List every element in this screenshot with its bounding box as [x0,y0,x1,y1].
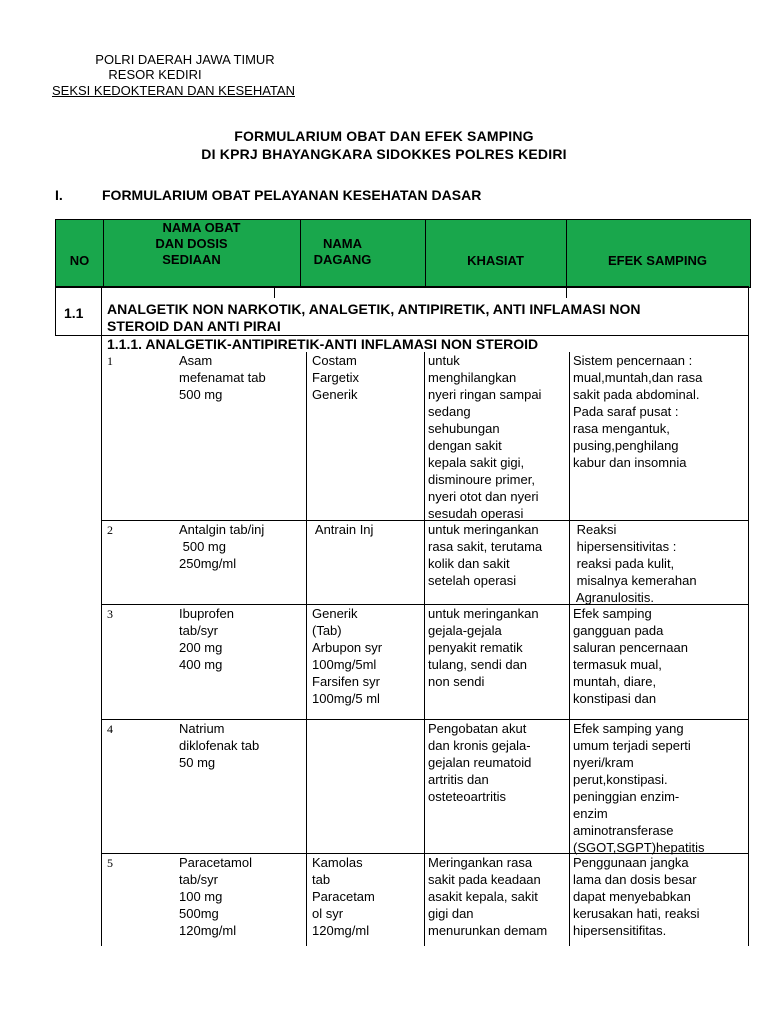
cell-khasiat-line: penyakit rematik [428,640,523,655]
cell-efek-line: Efek samping [573,606,652,621]
cell-khasiat-line: sesudah operasi [428,506,524,521]
cell-khasiat-line: gejalan reumatoid [428,755,532,770]
cell-obat-line: diklofenak tab [179,738,260,753]
cell-dagang-line: Kamolas [312,855,363,870]
header-efek-samping: EFEK SAMPING [608,253,707,268]
cell-efek-line: reaksi pada kulit, [573,556,675,571]
cell-efek-line: nyeri/kram [573,755,634,770]
cell-efek-line: umum terjadi seperti [573,738,691,753]
cell-obat-line: 120mg/ml [179,923,237,938]
cell-obat-line: 100 mg [179,889,223,904]
cell-khasiat-line: nyeri otot dan nyeri [428,489,539,504]
cell-efek-line: peninggian enzim- [573,789,680,804]
row-number: 4 [107,722,113,736]
cell-obat-line: tab/syr [179,623,219,638]
subcategory-title: 1.1.1. ANALGETIK-ANTIPIRETIK-ANTI INFLAMASI NON STEROID [107,336,539,352]
table-header [55,219,751,288]
cell-khasiat-line: non sendi [428,674,485,689]
header-nama-dagang: NAMA DAGANG [300,220,426,287]
cell-khasiat-line: Meringankan rasa [428,855,533,870]
row-number: 3 [107,607,113,621]
cell-khasiat-line: menurunkan demam [428,923,548,938]
cell-obat-line: 400 mg [179,657,223,672]
cell-efek-line: konstipasi dan [573,691,657,706]
cell-efek-line: Sistem pencernaan : [573,353,693,368]
cell-obat-line: tab/syr [179,872,219,887]
cell-efek-line: gangguan pada [573,623,664,638]
cell-efek-line: pusing,penghilang [573,438,679,453]
cell-dagang-line: ol syr [312,906,344,921]
cell-obat-line: 500mg [179,906,219,921]
cell-efek-line: kerusakan hati, reaksi [573,906,700,921]
cell-dagang-line: (Tab) [312,623,342,638]
org-line-2: RESOR KEDIRI [108,67,202,82]
cell-efek-line: kabur dan insomnia [573,455,687,470]
cell-obat-line: 50 mg [179,755,216,770]
cell-dagang-line: Generik [312,387,358,402]
cell-dagang-line: Antrain Inj [312,522,374,537]
header-nama-obat: NAMA OBAT DAN DOSIS SEDIAAN [103,220,301,287]
cell-efek-line: hipersensitivitas : [573,539,677,554]
row-number: 1 [107,354,113,368]
cell-efek-line: Efek samping yang [573,721,684,736]
cell-efek-line: aminotransferase [573,823,674,838]
header-khasiat: KHASIAT [425,220,567,287]
cell-khasiat-line: untuk meringankan [428,606,539,621]
cell-khasiat-line: sedang [428,404,471,419]
cell-dagang-line: 120mg/ml [312,923,370,938]
cell-khasiat-line: kolik dan sakit [428,556,510,571]
document-title-line-1: FORMULARIUM OBAT DAN EFEK SAMPING [234,128,534,144]
cell-khasiat-line: dan kronis gejala- [428,738,531,753]
cell-obat-line: mefenamat tab [179,370,266,385]
cell-khasiat-line: disminoure primer, [428,472,535,487]
cell-efek-line: hipersensitifitas. [573,923,667,938]
cell-dagang-line: Paracetam [312,889,375,904]
cell-efek-line: Pada saraf pusat : [573,404,679,419]
cell-dagang-line: Fargetix [312,370,359,385]
cell-khasiat-line: rasa sakit, terutama [428,539,543,554]
cell-efek-line: muntah, diare, [573,674,657,689]
header-no: NO [56,220,104,287]
cell-efek-line: termasuk mual, [573,657,662,672]
org-line-1: POLRI DAERAH JAWA TIMUR [95,52,275,67]
cell-efek-line: mual,muntah,dan rasa [573,370,703,385]
cell-khasiat-line: untuk [428,353,460,368]
cell-khasiat-line: kepala sakit gigi, [428,455,525,470]
cell-efek-line: misalnya kemerahan [573,573,697,588]
cell-obat-line: 250mg/ml [179,556,237,571]
cell-dagang-line: 100mg/5ml [312,657,377,672]
cell-efek-line: saluran pencernaan [573,640,688,655]
document-title-line-2: DI KPRJ BHAYANGKARA SIDOKKES POLRES KEDIRI [201,146,567,162]
org-line-3: SEKSI KEDOKTERAN DAN KESEHATAN [52,83,295,98]
cell-dagang-line: tab [312,872,331,887]
category-title-line-1: ANALGETIK NON NARKOTIK, ANALGETIK, ANTIPIRETIK, ANTI INFLAMASI NON [107,301,641,317]
cell-khasiat-line: asakit kepala, sakit [428,889,538,904]
cell-obat-line: Antalgin tab/inj [179,522,265,537]
cell-dagang-line: Generik [312,606,358,621]
cell-khasiat-line: gigi dan [428,906,474,921]
cell-khasiat-line: sakit pada keadaan [428,872,541,887]
cell-khasiat-line: untuk meringankan [428,522,539,537]
cell-khasiat-line: dengan sakit [428,438,502,453]
cell-efek-line: Penggunaan jangka [573,855,689,870]
cell-khasiat-line: osteteoartritis [428,789,507,804]
cell-efek-line: rasa mengantuk, [573,421,670,436]
section-number: I. [55,187,63,203]
cell-dagang-line: Arbupon syr [312,640,383,655]
row-number: 5 [107,856,113,870]
cell-khasiat-line: artritis dan [428,772,489,787]
category-number: 1.1 [64,305,84,321]
cell-efek-line: enzim [573,806,608,821]
cell-efek-line: Reaksi [573,522,617,537]
cell-obat-line: 500 mg [179,539,226,554]
cell-obat-line: 200 mg [179,640,223,655]
category-title-line-2: STEROID DAN ANTI PIRAI [107,318,281,334]
cell-obat-line: 500 mg [179,387,223,402]
cell-dagang-line: 100mg/5 ml [312,691,380,706]
cell-dagang-line: Costam [312,353,357,368]
cell-khasiat-line: setelah operasi [428,573,517,588]
row-number: 2 [107,523,113,537]
cell-dagang-line: Farsifen syr [312,674,380,689]
cell-obat-line: Asam [179,353,213,368]
cell-efek-line: perut,konstipasi. [573,772,668,787]
cell-efek-line: lama dan dosis besar [573,872,697,887]
section-title: FORMULARIUM OBAT PELAYANAN KESEHATAN DASAR [102,187,482,203]
cell-khasiat-line: nyeri ringan sampai [428,387,542,402]
cell-khasiat-line: tulang, sendi dan [428,657,528,672]
cell-obat-line: Ibuprofen [179,606,234,621]
cell-efek-line: Agranulositis. [573,590,654,605]
cell-efek-line: sakit pada abdominal. [573,387,700,402]
cell-efek-line: (SGOT,SGPT)hepatitis [573,840,705,855]
cell-efek-line: dapat menyebabkan [573,889,691,904]
cell-obat-line: Natrium [179,721,225,736]
cell-khasiat-line: sehubungan [428,421,500,436]
cell-khasiat-line: gejala-gejala [428,623,502,638]
cell-obat-line: Paracetamol [179,855,252,870]
cell-khasiat-line: Pengobatan akut [428,721,527,736]
cell-khasiat-line: menghilangkan [428,370,517,385]
